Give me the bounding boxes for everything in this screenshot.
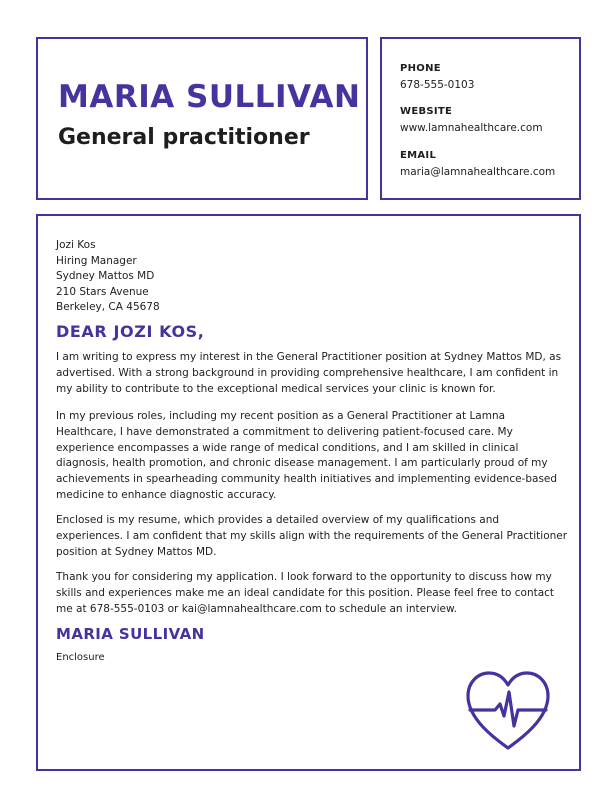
phone-value: 678-555-0103 <box>400 79 475 91</box>
phone-label: PHONE <box>400 63 441 74</box>
letter-paragraph: In my previous roles, including my recent position as a General Practitioner at Lamna Healthcare, I have demonstrated a commitment to delivering patient-focused care. My experience encompasses a wide range of medical conditions, and I am skilled in clinical diagnosis, health promotion, and chronic disease management. I am particularly proud of my achievements in spearheading community health initiatives and implementing evidence-based medicine to enhance diagnostic accuracy. <box>56 410 558 501</box>
applicant-name: MARIA SULLIVAN <box>58 79 361 115</box>
job-title: General practitioner <box>58 125 310 150</box>
letter-paragraph: I am writing to express my interest in the General Practitioner position at Sydney Mattos MD, as advertised. With a strong background in providing comprehensive healthcare, I am confident in my ability to contribute to the exceptional medical services your clinic is known for. <box>56 351 562 395</box>
website-link[interactable]: www.lamnahealthcare.com <box>400 122 543 134</box>
email-label: EMAIL <box>400 150 437 161</box>
contact-panel <box>380 37 581 200</box>
salutation: DEAR JOZI KOS, <box>56 322 205 341</box>
letter-paragraph: Enclosed is my resume, which provides a detailed overview of my qualifications and experiences. I am confident that my skills align with the requirements of the General Practitioner position at Sydney Mattos MD. <box>56 514 568 558</box>
letter-paragraph: Thank you for considering my application. I look forward to the opportunity to discuss how my skills and experiences make me an ideal candidate for this position. Please feel free to contact me at 678-555-0103 or kai@lamnahealthcare.com to schedule an interview. <box>56 571 555 615</box>
recipient-city: Berkeley, CA 45678 <box>56 301 160 313</box>
website-label: WEBSITE <box>400 106 453 117</box>
recipient-address <box>56 238 160 316</box>
name-panel <box>36 37 368 200</box>
recipient-name: Jozi Kos <box>56 239 96 251</box>
heart-pulse-icon <box>465 670 551 752</box>
enclosure-note: Enclosure <box>56 652 105 663</box>
signature-name: MARIA SULLIVAN <box>56 625 205 643</box>
recipient-title: Hiring Manager <box>56 254 137 267</box>
email-link[interactable]: maria@lamnahealthcare.com <box>400 166 556 178</box>
recipient-street: 210 Stars Avenue <box>56 285 149 298</box>
recipient-company: Sydney Mattos MD <box>56 270 155 282</box>
letter-panel <box>36 214 581 771</box>
